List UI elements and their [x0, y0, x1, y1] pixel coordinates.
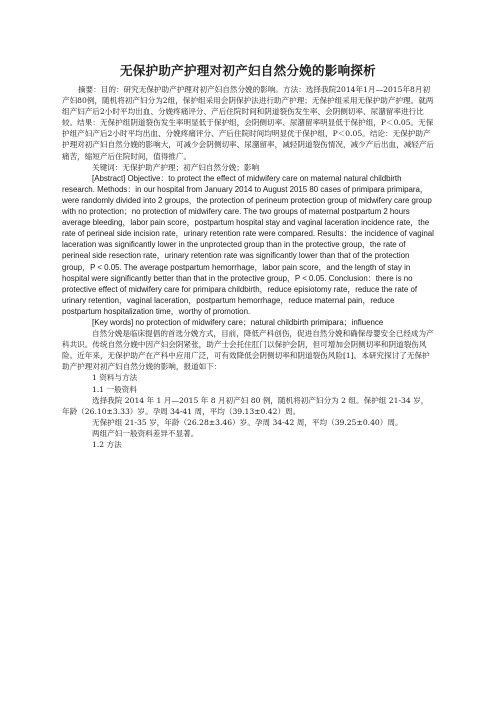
subsection-heading-1-1: 1.1 一般资料: [92, 384, 137, 394]
abstract-en: [Abstract] Objective：to protect the effect of midwifery care on maternal natural childbirth research. Methods：in our hospital from January 2014 to August 2015 80 cases of primipara primipara，were randomly divided into 2 groups，the protection of perineum protection group of midwifery care group with no protection；no protection of midwifery care. The two groups of maternal postpartum 2 hours average bleeding，labor pain score，postpartum hospital stay and vaginal laceration incidence rate，the rate of perineal side incision rate，urinary retention rate were compared. Results：the incidence of vaginal laceration was significantly lower in the unprotected group than in the protective group，the rate of perineal side resection rate，urinary retention rate was significantly lower than that of the protection group，P < 0.05. The average postpartum hemorrhage，labor pain score，and the length of stay in hospital were significantly better than that in the protective group，P < 0.05. Conclusion：there is no protective effect of midwifery care for primipara childbirth，reduce episiotomy rate，reduce the rate of urinary retention，vaginal laceration，postpartum hemorrhage，reduce maternal pain，reduce postpartum hospitalization time，worthy of promotion.: [62, 173, 434, 316]
abstract-zh: 摘要：目的：研究无保护助产护理对初产妇自然分娩的影响。方法：选择我院2014年1月—2015年8月初产妇80例，随机将初产妇分为2组，保护组采用会阴保护法进行助产护理；无保护组采用无保护助产护理。就两组产妇产后2小时平均出血、分娩疼痛评分、产后住院时间和阴道裂伤发生率、会阴侧切率、尿潴留率进行比较。结果：无保护组阴道裂伤发生率明显低于保护组，会阴侧切率、尿潴留率明显低于保护组，P＜0.05。无保护组产妇产后2小时平均出血、分娩疼痛评分、产后住院时间均明显优于保护组，P＜0.05。结论：无保护助产护理对初产妇自然分娩的影响大，可减少会阴侧切率、尿潴留率，减轻阴道裂伤情况，减少产后出血，减轻产后痛苦，缩短产后住院时间，值得推广。: [62, 85, 435, 161]
subsection-heading-1-2: 1.2 方法: [92, 440, 122, 449]
control-group-paragraph: 无保护组 21-35 岁，年龄（26.28±3.46）岁。孕周 34-42 周，平均（39.25±0.40）周。: [92, 417, 403, 427]
paper-title: 无保护助产护理对初产妇自然分娩的影响探析: [119, 63, 376, 78]
intro-paragraph: 自然分娩是临床提倡的首选分娩方式，目前，降低产科创伤，促进自然分娩和确保母婴安全已经成为产科共识。传统自然分娩中因产妇会阴紧张，助产士会托住肛门以保护会阴，但可增加会阴侧切率和阴道裂伤风险。近年来，无保护助产在产科中应用广泛，可有效降低会阴侧切率和阴道裂伤风险[1]。本研究探讨了无保护助产护理对初产妇自然分娩的影响，报道如下：: [62, 329, 434, 372]
keywords-zh: 关键词：无保护助产护理；初产妇自然分娩；影响: [92, 162, 260, 172]
keywords-en: [Key words] no protection of midwifery care；natural childbirth primipara；influence: [92, 317, 384, 327]
general-info-paragraph: 选择我院 2014 年 1 月—2015 年 8 月初产妇 80 例，随机将初产妇分为 2 组。保护组 21-34 岁，年龄（26.10±3.33）岁。孕周 34-41 周，平均（39.13±0.42）周。: [62, 395, 429, 416]
section-heading-1: 1 资料与方法: [92, 373, 138, 383]
paper-body: [62, 84, 435, 450]
baseline-comparison-paragraph: 两组产妇一般资料差异不显著。: [92, 428, 199, 438]
